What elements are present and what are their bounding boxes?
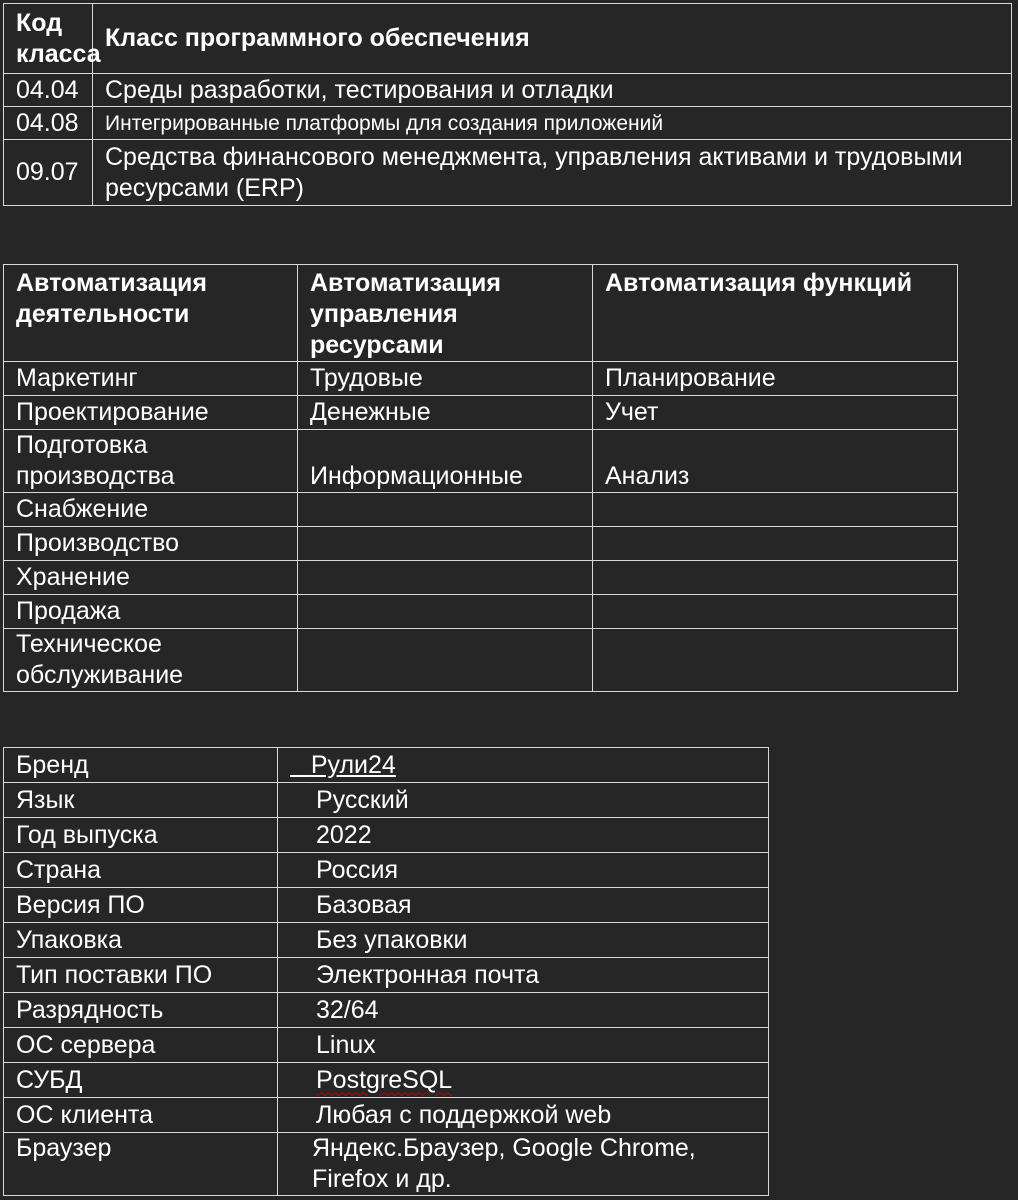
table-row (4, 818, 769, 853)
spec-label: Страна (4, 853, 278, 888)
spec-label: ОС клиента (4, 1098, 278, 1133)
spec-value: Яндекс.Браузер, Google Chrome, Firefox и др. (278, 1133, 769, 1196)
spec-value (278, 1063, 769, 1098)
resources-cell (298, 561, 593, 595)
spec-value: Электронная почта (278, 958, 769, 993)
header-class: Класс программного обеспечения (93, 4, 1012, 74)
table-row (4, 783, 769, 818)
spellcheck-underlined-text: PostgreSQL (316, 1065, 453, 1094)
resources-cell (298, 527, 593, 561)
table-row (4, 396, 958, 430)
activity-cell: Техническое обслуживание (4, 629, 298, 692)
class-code: 04.04 (4, 74, 93, 107)
functions-cell: Анализ (593, 430, 958, 493)
table-row (4, 527, 958, 561)
spec-label: Разрядность (4, 993, 278, 1028)
spec-value: Россия (278, 853, 769, 888)
resources-cell (298, 493, 593, 527)
functions-cell (593, 527, 958, 561)
spec-label: Год выпуска (4, 818, 278, 853)
header-functions: Автоматизация функций (593, 265, 958, 362)
spec-value (278, 748, 769, 783)
table-row (4, 923, 769, 958)
table-row (4, 629, 958, 692)
table-row (4, 1133, 769, 1196)
functions-cell (593, 493, 958, 527)
functions-cell (593, 595, 958, 629)
software-class-table (3, 3, 1012, 206)
header-activity: Автоматизация деятельности (4, 265, 298, 362)
spec-value: Linux (278, 1028, 769, 1063)
activity-cell: Продажа (4, 595, 298, 629)
class-name: Средства финансового менеджмента, управления активами и трудовыми ресурсами (ERP) (93, 140, 1012, 206)
resources-cell (298, 629, 593, 692)
spec-label: Браузер (4, 1133, 278, 1196)
resources-cell (298, 595, 593, 629)
table-row (4, 958, 769, 993)
spec-label: Версия ПО (4, 888, 278, 923)
table-header-row (4, 4, 1012, 74)
table-row (4, 1063, 769, 1098)
spec-label: СУБД (4, 1063, 278, 1098)
class-name: Среды разработки, тестирования и отладки (93, 74, 1012, 107)
class-code: 04.08 (4, 107, 93, 140)
table-row (4, 993, 769, 1028)
spec-value: Базовая (278, 888, 769, 923)
table-row (4, 140, 1012, 206)
spec-label: Упаковка (4, 923, 278, 958)
table-row (4, 74, 1012, 107)
spec-label: Тип поставки ПО (4, 958, 278, 993)
spec-value: Любая с поддержкой web (278, 1098, 769, 1133)
resources-cell: Денежные (298, 396, 593, 430)
activity-cell: Снабжение (4, 493, 298, 527)
activity-cell: Подготовка производства (4, 430, 298, 493)
brand-value: Рули24 (310, 750, 396, 779)
spec-label: ОС сервера (4, 1028, 278, 1063)
activity-cell: Производство (4, 527, 298, 561)
spec-value: Русский (278, 783, 769, 818)
header-code: Код класса (4, 4, 93, 74)
table-row (4, 561, 958, 595)
functions-cell (593, 561, 958, 595)
table-row (4, 430, 958, 493)
spec-value: 2022 (278, 818, 769, 853)
resources-cell: Трудовые (298, 362, 593, 396)
table-row (4, 853, 769, 888)
functions-cell: Учет (593, 396, 958, 430)
spec-label: Язык (4, 783, 278, 818)
spec-value: Без упаковки (278, 923, 769, 958)
header-resources: Автоматизация управления ресурсами (298, 265, 593, 362)
functions-cell (593, 629, 958, 692)
table-row (4, 362, 958, 396)
table-row (4, 1098, 769, 1133)
table-row (4, 748, 769, 783)
table-row (4, 493, 958, 527)
functions-cell: Планирование (593, 362, 958, 396)
class-code: 09.07 (4, 140, 93, 206)
activity-cell: Проектирование (4, 396, 298, 430)
table-row (4, 1028, 769, 1063)
table-row (4, 595, 958, 629)
resources-cell: Информационные (298, 430, 593, 493)
activity-cell: Маркетинг (4, 362, 298, 396)
product-specs-table (3, 747, 769, 1196)
table-header-row (4, 265, 958, 362)
activity-cell: Хранение (4, 561, 298, 595)
table-row (4, 107, 1012, 140)
automation-table (3, 264, 958, 692)
spec-value: 32/64 (278, 993, 769, 1028)
spec-label: Бренд (4, 748, 278, 783)
class-name: Интегрированные платформы для создания приложений (93, 107, 1012, 140)
table-row (4, 888, 769, 923)
